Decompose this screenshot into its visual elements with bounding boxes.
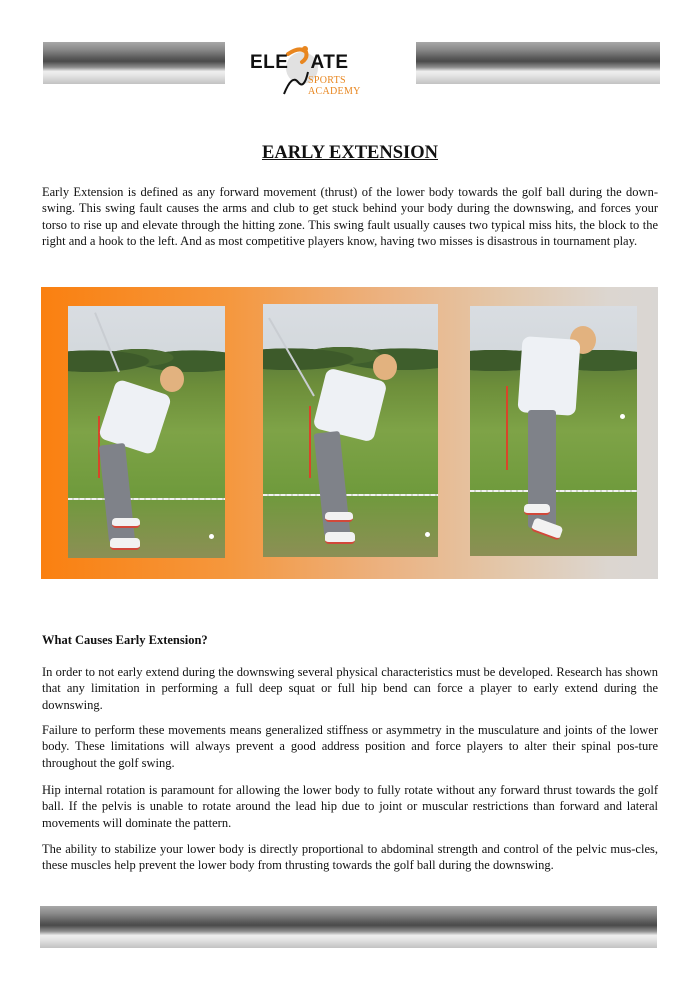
elevate-logo [248,44,398,100]
swing-photo-early-extension [470,306,637,556]
body-paragraph: Hip internal rotation is paramount for allowing the lower body to fully rotate without any forward thrust towards the golf ball. If the pelvis is unable to rotate around the lead hip due to joint or muscular restrictions than forward and lateral movements will dominate the pattern. [42,783,658,830]
header-bar-right [416,42,660,84]
logo-subtitle: SPORTS ACADEMY [308,75,361,97]
footer-bar [40,906,657,948]
swing-photo-backswing [68,306,225,558]
page-title: EARLY EXTENSION [262,143,438,163]
intro-paragraph: Early Extension is defined as any forward movement (thrust) of the lower body towards the golf ball during the down-swing. This swing fault causes the arms and club to get stuck behind your body during the downswing, and forces your torso to rise up and elevate through the hitting zone. This swing fault usually causes two typical miss hits, the block to the right and a hook to the left. And as most competitive players know, having two misses is disastrous in tournament play. [42,185,658,249]
body-paragraph: The ability to stabilize your lower body is directly proportional to abdominal strength and control of the pelvic mus-cles, these muscles help prevent the lower body from thrusting towards the golf ball during the downswing. [42,842,658,873]
logo-wordmark: ELE ATE [250,52,349,73]
body-paragraph: In order to not early extend during the downswing several physical characteristics must be developed. Research has shown that any limitation in performing a full deep squat or full hip bend can force a player to early extend during the downswing. [42,665,658,712]
header-bar-left [43,42,225,84]
body-paragraph: Failure to perform these movements means generalized stiffness or asymmetry in the musculature and joints of the lower body. These limitations will always prevent a good address position and force players to alter their spinal pos-ture throughout the golf swing. [42,723,658,770]
section-heading: What Causes Early Extension? [42,633,208,647]
swing-photo-downswing [263,304,438,557]
swing-sequence-panel [41,287,658,579]
